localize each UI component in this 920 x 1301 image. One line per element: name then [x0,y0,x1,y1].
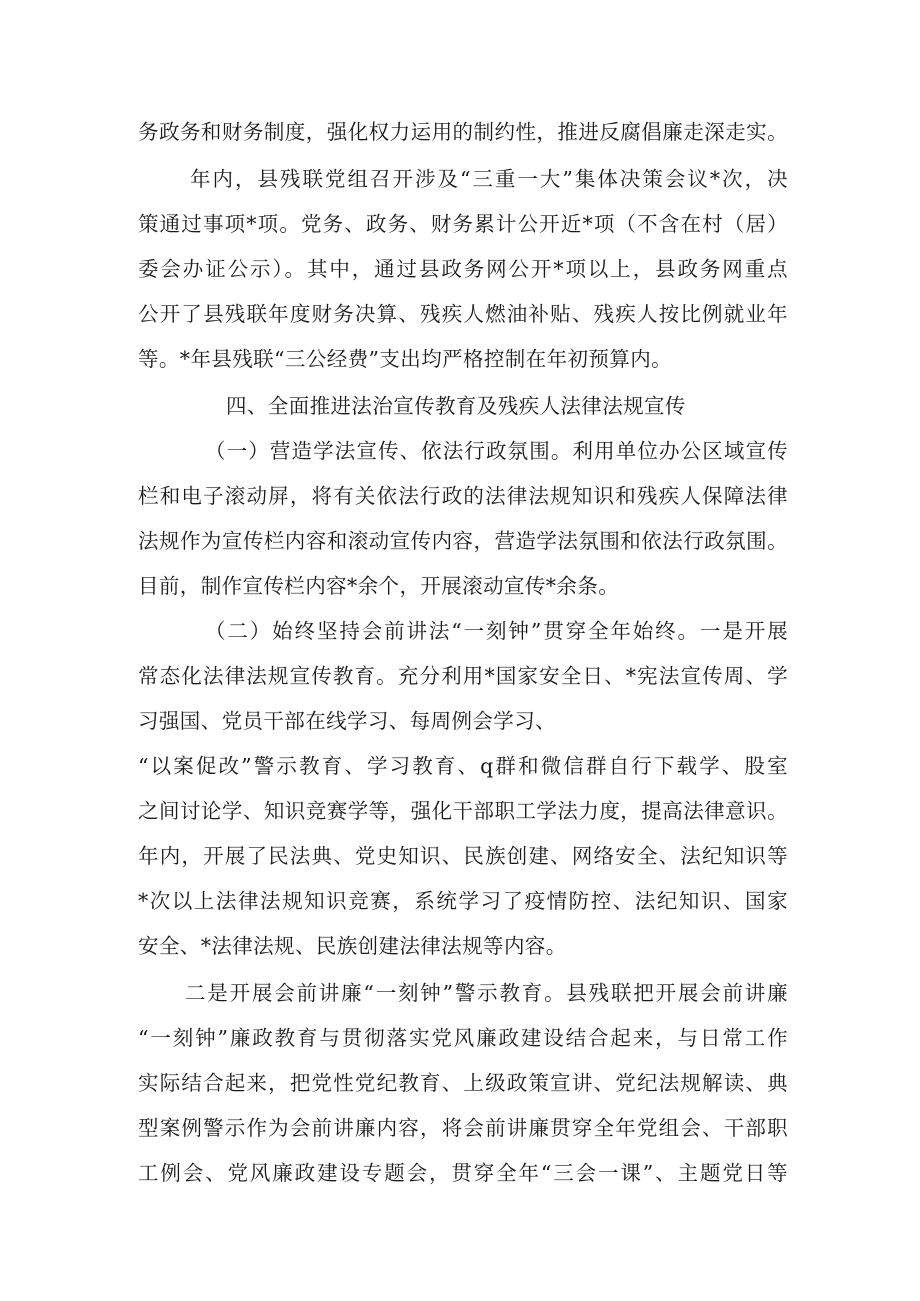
paragraph-line: 常态化法律法规宣传教育。充分利用*国家安全日、*宪法宣传周、学 [138,664,788,688]
paragraph-line: 策通过事项*项。党务、政务、财务累计公开近*项（不含在村（居） [138,212,788,236]
paragraph-line: 等。*年县残联“三公经费”支出均严格控制在年初预算内。 [138,347,673,371]
paragraph-line: 之间讨论学、知识竞赛学等，强化干部职工学法力度，提高法律意识。 [138,799,788,823]
paragraph-line: *次以上法律法规知识竞赛，系统学习了疫情防控、法纪知识、国家 [138,889,788,913]
paragraph-line: 目前，制作宣传栏内容*余个，开展滚动宣传*余条。 [138,574,620,598]
paragraph-line: （一）营造学法宣传、依法行政氛围。利用单位办公区域宣传 [205,439,788,463]
paragraph-line: 安全、*法律法规、民族创建法律法规等内容。 [138,934,567,958]
paragraph-line: （二）始终坚持会前讲法“一刻钟”贯穿全年始终。一是开展 [205,619,788,643]
paragraph-line: 习强国、党员干部在线学习、每周例会学习、 [138,709,556,733]
paragraph-line: 法规作为宣传栏内容和滚动宣传内容，营造学法氛围和依法行政氛围。 [138,529,788,553]
paragraph-line: “一刻钟”廉政教育与贯彻落实党风廉政建设结合起来，与日常工作 [138,1026,788,1050]
paragraph-line: 年内，县残联党组召开涉及“三重一大”集体决策会议*次，决 [190,167,788,191]
paragraph-line: 工例会、党风廉政建设专题会，贯穿全年“三会一课”、主题党日等 [138,1161,788,1185]
paragraph-line: 二是开展会前讲廉“一刻钟”警示教育。县残联把开展会前讲廉 [185,981,788,1005]
paragraph-line: 委会办证公示）。其中，通过县政务网公开*项以上，县政务网重点 [138,257,788,281]
paragraph-line: “以案促改”警示教育、学习教育、q群和微信群自行下载学、股室 [138,754,788,778]
paragraph-line: 实际结合起来，把党性党纪教育、上级政策宣讲、党纪法规解读、典 [138,1071,788,1095]
section-heading: 四、全面推进法治宣传教育及残疾人法律法规宣传 [226,394,686,418]
paragraph-line: 务政务和财务制度，强化权力运用的制约性，推进反腐倡廉走深走实。 [138,120,788,144]
paragraph-line: 栏和电子滚动屏，将有关依法行政的法律法规知识和残疾人保障法律 [138,484,788,508]
paragraph-line: 型案例警示作为会前讲廉内容，将会前讲廉贯穿全年党组会、干部职 [138,1116,788,1140]
paragraph-line: 年内，开展了民法典、党史知识、民族创建、网络安全、法纪知识等 [138,844,788,868]
paragraph-line: 公开了县残联年度财务决算、残疾人燃油补贴、残疾人按比例就业年 [138,302,788,326]
